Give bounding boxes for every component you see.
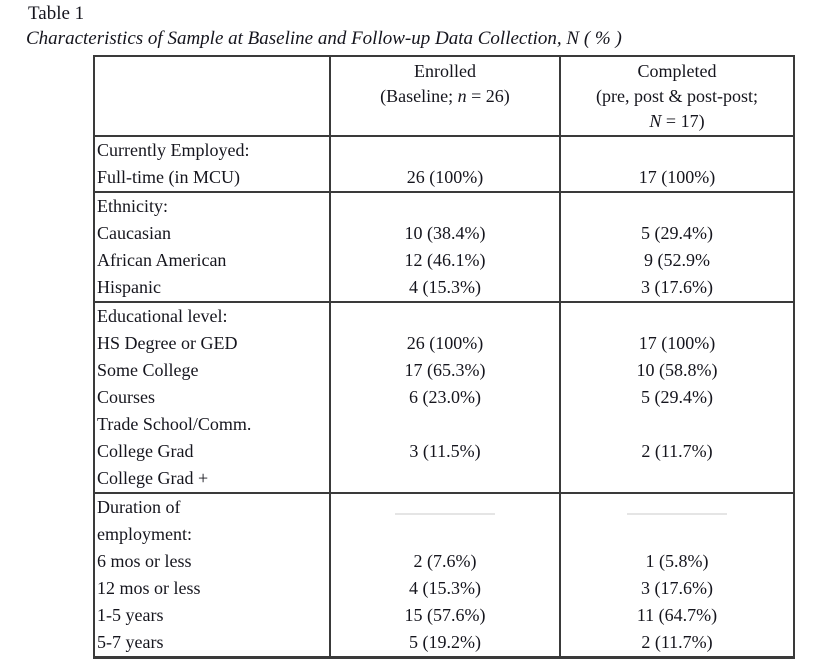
- completed-value: 3 (17.6%): [641, 277, 713, 297]
- row-label: 12 mos or less: [94, 575, 330, 602]
- row-label: Some College: [94, 357, 330, 384]
- table-section: [94, 493, 794, 658]
- enrolled-value: [330, 521, 560, 548]
- completed-value: [560, 136, 794, 164]
- enrolled-value: 26 (100%): [330, 330, 560, 357]
- enrolled-value: 5 (19.2%): [330, 629, 560, 658]
- row-label: African American: [94, 247, 330, 274]
- enrolled-value: 15 (57.6%): [330, 602, 560, 629]
- row-label: employment:: [94, 521, 330, 548]
- header-line: (pre, post & post-post;: [596, 86, 758, 106]
- table-row: [94, 438, 794, 465]
- table-row: [94, 629, 794, 658]
- enrolled-value: 17 (65.3%): [330, 357, 560, 384]
- table-row: [94, 602, 794, 629]
- row-label: HS Degree or GED: [94, 330, 330, 357]
- completed-value: 17 (100%): [638, 167, 716, 187]
- table-row: [94, 247, 794, 274]
- table-caption: Characteristics of Sample at Baseline and Follow-up Data Collection, N ( % ): [26, 28, 622, 49]
- enrolled-value: [330, 302, 560, 330]
- completed-value: 11 (64.7%): [636, 605, 718, 625]
- table-row: [94, 411, 794, 438]
- row-label: Caucasian: [94, 220, 330, 247]
- characteristics-table: [93, 55, 795, 659]
- row-label: Currently Employed:: [94, 136, 330, 164]
- row-label: 5-7 years: [94, 629, 330, 658]
- enrolled-value: 3 (11.5%): [330, 438, 560, 465]
- table-section: [94, 192, 794, 302]
- table-row: [94, 164, 794, 192]
- table-row: [94, 330, 794, 357]
- table-row: [94, 575, 794, 602]
- table-row: [94, 357, 794, 384]
- col-header-completed: [560, 56, 794, 136]
- table-row: [94, 384, 794, 411]
- enrolled-value: [330, 465, 560, 493]
- row-label: Duration of: [94, 493, 330, 521]
- table-row: [94, 136, 794, 164]
- completed-value: [560, 192, 794, 220]
- enrolled-value: [330, 192, 560, 220]
- table-header: [94, 56, 794, 136]
- enrolled-value: [330, 411, 560, 438]
- table-row: [94, 192, 794, 220]
- table-label: Table 1: [28, 3, 85, 24]
- row-label: Trade School/Comm.: [94, 411, 330, 438]
- row-label: Courses: [94, 384, 330, 411]
- table-row: [94, 493, 794, 521]
- row-label: Full-time (in MCU): [94, 164, 330, 192]
- row-label: 1-5 years: [94, 602, 330, 629]
- completed-value: [560, 302, 794, 330]
- row-label: Ethnicity:: [94, 192, 330, 220]
- row-label: College Grad: [94, 438, 330, 465]
- completed-value: [560, 493, 794, 521]
- enrolled-value: 2 (7.6%): [330, 548, 560, 575]
- table-section: [94, 136, 794, 192]
- table-row: [94, 274, 794, 302]
- completed-value: [560, 521, 794, 548]
- table-row: [94, 220, 794, 247]
- row-label: 6 mos or less: [94, 548, 330, 575]
- enrolled-value: [330, 136, 560, 164]
- row-label: Hispanic: [94, 274, 330, 302]
- table-row: [94, 465, 794, 493]
- completed-value: 2 (11.7%): [641, 632, 713, 652]
- completed-value: 5 (29.4%): [641, 387, 713, 407]
- completed-value: 17 (100%): [638, 333, 716, 353]
- enrolled-value: 26 (100%): [330, 164, 560, 192]
- col-header-blank: [94, 56, 330, 136]
- faded-placeholder-line: [627, 513, 727, 515]
- row-label: Educational level:: [94, 302, 330, 330]
- table-row: [94, 521, 794, 548]
- completed-value: 9 (52.9%: [644, 250, 710, 270]
- header-row: [94, 56, 794, 136]
- completed-value: [560, 411, 794, 438]
- enrolled-value: 12 (46.1%): [330, 247, 560, 274]
- table-row: [94, 548, 794, 575]
- enrolled-value: 4 (15.3%): [330, 274, 560, 302]
- enrolled-value: 4 (15.3%): [330, 575, 560, 602]
- enrolled-value: 6 (23.0%): [330, 384, 560, 411]
- header-line: (Baseline; n = 26): [380, 86, 510, 106]
- completed-value: 3 (17.6%): [641, 578, 713, 598]
- enrolled-value: [330, 493, 560, 521]
- completed-value: 2 (11.7%): [641, 441, 713, 461]
- header-line: N = 17): [649, 111, 705, 131]
- completed-value: [560, 465, 794, 493]
- row-label: College Grad +: [94, 465, 330, 493]
- enrolled-value: 10 (38.4%): [330, 220, 560, 247]
- table-section: [94, 302, 794, 493]
- completed-value: 10 (58.8%): [636, 360, 718, 380]
- completed-value: 1 (5.8%): [645, 551, 709, 571]
- col-header-enrolled: [330, 56, 560, 136]
- table-row: [94, 302, 794, 330]
- completed-value: 5 (29.4%): [641, 223, 713, 243]
- header-line: Completed: [637, 61, 717, 81]
- header-line: Enrolled: [414, 61, 476, 81]
- faded-placeholder-line: [395, 513, 495, 515]
